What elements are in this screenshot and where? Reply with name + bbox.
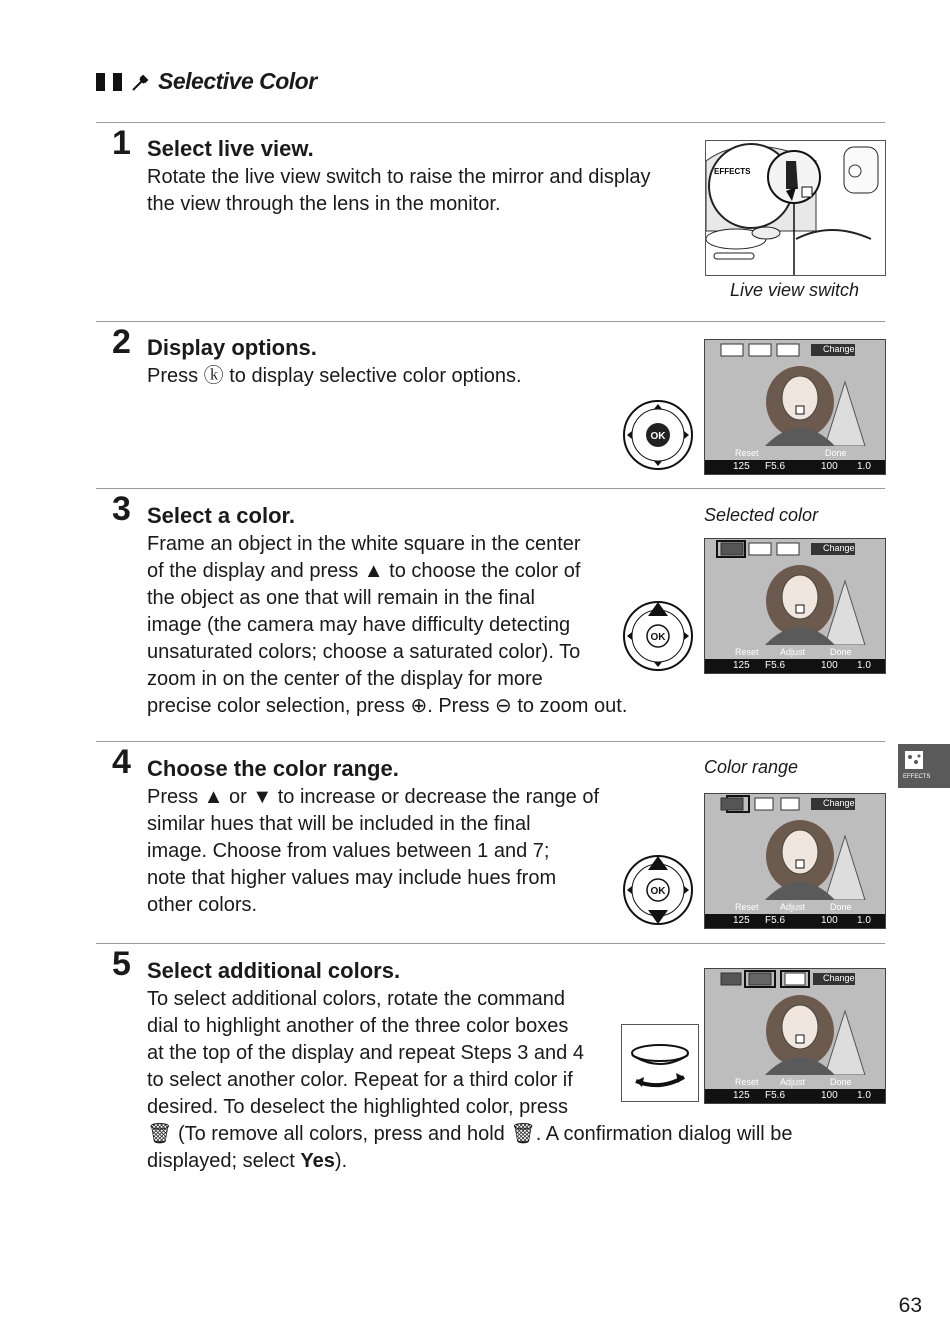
step-number: 5 [112, 945, 131, 983]
section-title [96, 68, 317, 95]
body-line: image (the camera may have difficulty detecting [147, 614, 571, 636]
screen-aperture-text: F5.6 [765, 660, 786, 671]
color-boxes [705, 969, 885, 991]
screen-guide [705, 447, 885, 460]
divider [96, 122, 885, 123]
command-dial-icon [621, 1024, 699, 1102]
screen-middle-text: Adjust [780, 647, 806, 657]
screen-shutter-text: 125 [733, 461, 750, 472]
step-heading: Select live view. [147, 136, 314, 161]
body-line: desired. To deselect the highlighted color, press [147, 1096, 569, 1118]
screen-info [705, 914, 885, 928]
screen-info [705, 659, 885, 673]
screen-extra-text: 1.0 [857, 915, 871, 926]
body-line: to select another color. Repeat for a third color if [147, 1069, 573, 1091]
screen-change-text: Change [823, 543, 855, 553]
effects-side-tab [898, 744, 950, 788]
body-text: displayed; select [147, 1150, 301, 1172]
portrait-photo [705, 991, 885, 1075]
body-line: of the display and press ▲ to choose the color of [147, 560, 581, 582]
step-body [147, 784, 599, 919]
step-number: 2 [112, 323, 131, 361]
screen-done-text: Done [825, 448, 847, 458]
screen-extra-text: 1.0 [857, 660, 871, 671]
section-marker-icon [96, 73, 105, 91]
body-line: the object as one that will remain in the final [147, 587, 535, 609]
color-boxes [705, 539, 885, 561]
screen-done-text: Done [830, 647, 852, 657]
screen-guide [705, 646, 885, 659]
figure-label: Selected color [704, 505, 819, 525]
ok-button-text: OK [650, 431, 666, 442]
divider [96, 321, 885, 322]
body-line: Press ▲ or ▼ to increase or decrease the range of [147, 786, 600, 808]
lcd-screen [704, 793, 886, 929]
step-heading: Choose the color range. [147, 756, 399, 781]
body-line: Rotate the live view switch to raise the mirror and display [147, 166, 651, 188]
color-boxes [705, 794, 885, 816]
body-text: ). [334, 1150, 348, 1172]
screen-aperture-text: F5.6 [765, 461, 786, 472]
screen-done-text: Done [830, 902, 852, 912]
page-number: 63 [898, 1294, 922, 1317]
multi-selector-up-icon [622, 600, 694, 672]
figure-label: Live view switch [730, 280, 860, 300]
multi-selector-updown-icon [622, 854, 694, 926]
side-tab-label: EFFECTS [903, 774, 931, 780]
body-line: unsaturated colors; choose a saturated color). To [147, 641, 581, 663]
divider [96, 488, 885, 489]
step-body [147, 531, 627, 720]
screen-reset-text: Reset [735, 1077, 759, 1087]
screen-shutter-text: 125 [733, 915, 750, 926]
screen-shutter-text: 125 [733, 1090, 750, 1101]
lcd-screen [704, 968, 886, 1104]
body-line: at the top of the display and repeat Steps 3 and 4 [147, 1042, 584, 1064]
section-title-text: Selective Color [158, 68, 317, 94]
camera-dial-illustration [705, 140, 886, 276]
screen-change-text: Change [823, 973, 855, 983]
color-boxes [705, 340, 885, 362]
body-line: other colors. [147, 894, 258, 916]
step-number: 1 [112, 124, 131, 162]
lcd-screen [704, 339, 886, 475]
body-line: dial to highlight another of the three color boxes [147, 1015, 569, 1037]
screen-info [705, 460, 885, 474]
screen-guide [705, 901, 885, 914]
body-line: image. Choose from values between 1 and 7; [147, 840, 550, 862]
screen-extra-text: 1.0 [857, 1090, 871, 1101]
screen-middle-text: Adjust [780, 1077, 806, 1087]
portrait-photo [705, 561, 885, 645]
screen-shutter-text: 125 [733, 660, 750, 671]
portrait-photo [705, 362, 885, 446]
body-line: note that higher values may include hues from [147, 867, 557, 889]
dial-effects-text: EFFECTS [714, 167, 751, 176]
screen-aperture-text: F5.6 [765, 915, 786, 926]
screen-iso-text: 100 [821, 1090, 838, 1101]
step-body [147, 164, 651, 218]
screen-reset-text: Reset [735, 647, 759, 657]
ok-button-text: OK [650, 632, 666, 643]
step-heading: Display options. [147, 335, 317, 360]
screen-info [705, 1089, 885, 1103]
screen-iso-text: 100 [821, 461, 838, 472]
body-line: 🗑 (To remove all colors, press and hold 🗑. A confirmation dialog will be [147, 1123, 793, 1145]
screen-iso-text: 100 [821, 915, 838, 926]
step-body [147, 363, 522, 390]
yes-option-text: Yes [300, 1150, 335, 1172]
screen-extra-text: 1.0 [857, 461, 871, 472]
screen-change-text: Change [823, 344, 855, 354]
effects-icon [904, 750, 924, 770]
screen-reset-text: Reset [735, 902, 759, 912]
step-heading: Select additional colors. [147, 958, 401, 983]
screen-guide [705, 1076, 885, 1089]
body-line: To select additional colors, rotate the command [147, 988, 565, 1010]
step-heading: Select a color. [147, 503, 295, 528]
ok-button-text: OK [650, 886, 666, 897]
portrait-photo [705, 816, 885, 900]
screen-iso-text: 100 [821, 660, 838, 671]
screen-done-text: Done [830, 1077, 852, 1087]
figure-label: Color range [704, 757, 799, 777]
divider [96, 741, 885, 742]
body-line: precise color selection, press ⊕. Press ⊖ to zoom out. [147, 695, 628, 717]
section-marker-icon-2 [113, 73, 122, 91]
step-number: 3 [112, 490, 131, 528]
divider [96, 943, 885, 944]
multi-selector-icon [622, 399, 694, 471]
body-line: Press ⓚ to display selective color options. [147, 365, 522, 387]
screen-aperture-text: F5.6 [765, 1090, 786, 1101]
screen-reset-text: Reset [735, 448, 759, 458]
body-line: similar hues that will be included in the final [147, 813, 531, 835]
screen-change-text: Change [823, 798, 855, 808]
eyedropper-icon [130, 71, 152, 93]
lcd-screen [704, 538, 886, 674]
body-line: Frame an object in the white square in the center [147, 533, 581, 555]
step-number: 4 [112, 743, 131, 781]
screen-middle-text: Adjust [780, 902, 806, 912]
body-line: the view through the lens in the monitor. [147, 193, 501, 215]
body-line: zoom in on the center of the display for more [147, 668, 543, 690]
body-line [147, 1148, 793, 1175]
